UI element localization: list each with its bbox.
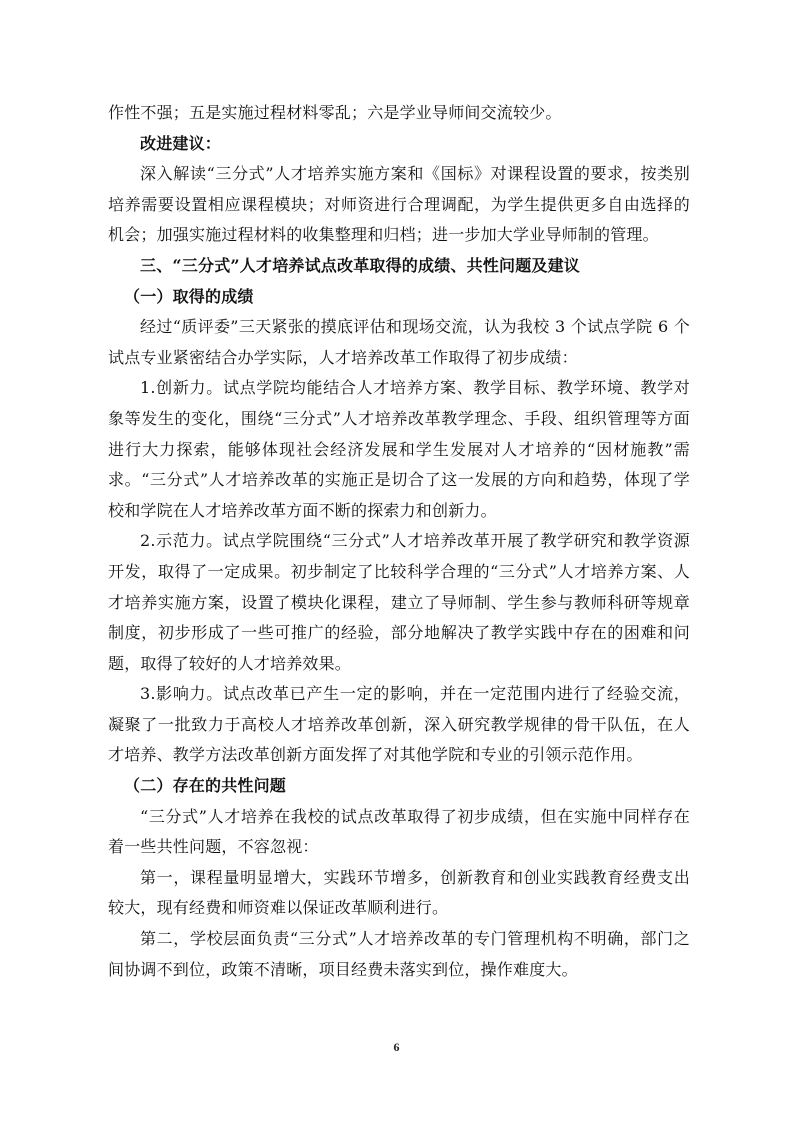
page-number: 6: [393, 1040, 400, 1054]
paragraph-demonstration: 2.示范力。试点学院围绕“三分式”人才培养改革开展了教学研究和教学资源开发，取得了一定成果。初步制定了比较科学合理的“三分式”人才培养方案、人才培养实施方案，设置了模块化课程，建立了导师制、学生参与教师科研等规章制度，初步形成了一些可推广的经验，部分地解决了教学实践中存在的困难和问题，取得了较好的人才培养效果。: [108, 531, 690, 673]
heading-suggestions: 改进建议：: [140, 133, 222, 153]
paragraph-influence: 3.影响力。试点改革已产生一定的影响，并在一定范围内进行了经验交流，凝聚了一批致力于高校人才培养改革创新，深入研究教学规律的骨干队伍，在人才培养、教学方法改革创新方面发挥了对其他学院和专业的引领示范作用。: [108, 684, 690, 765]
subheading-achievements: （一）取得的成绩: [124, 286, 254, 306]
subheading-common-problems: （二）存在的共性问题: [124, 776, 287, 796]
paragraph-suggestions: 深入解读“三分式”人才培养实施方案和《国标》对课程设置的要求，按类别培养需要设置相应课程模块；对师资进行合理调配，为学生提供更多自由选择的机会；加强实施过程材料的收集整理和归档；进一步加大学业导师制的管理。: [108, 164, 690, 245]
section-heading-3: 三、“三分式”人才培养试点改革取得的成绩、共性问题及建议: [140, 255, 581, 275]
paragraph-problem-1: 第一，课程量明显增大，实践环节增多，创新教育和创业实践教育经费支出较大，现有经费和师资难以保证改革顺利进行。: [108, 867, 690, 918]
body-text: [108, 98, 690, 985]
paragraph-problems-intro: “三分式”人才培养在我校的试点改革取得了初步成绩，但在实施中同样存在着一些共性问题，不容忽视：: [108, 806, 690, 857]
paragraph-intro-achievements: 经过“质评委”三天紧张的摸底评估和现场交流，认为我校 3 个试点学院 6 个试点专业紧密结合办学实际，人才培养改革工作取得了初步成绩：: [108, 317, 690, 367]
paragraph-innovation: 1.创新力。试点学院均能结合人才培养方案、教学目标、教学环境、教学对象等发生的变化，围绕“三分式”人才培养改革教学理念、手段、组织管理等方面进行大力探索，能够体现社会经济发展和学生发展对人才培养的“因材施教”需求。“三分式”人才培养改革的实施正是切合了这一发展的方向和趋势，体现了学校和学院在人才培养改革方面不断的探索力和创新力。: [108, 378, 690, 520]
paragraph-problem-2: 第二，学校层面负责“三分式”人才培养改革的专门管理机构不明确，部门之间协调不到位，政策不清晰，项目经费未落实到位，操作难度大。: [108, 929, 690, 979]
paragraph-continuation: 作性不强；五是实施过程材料零乱；六是学业导师间交流较少。: [108, 103, 562, 122]
